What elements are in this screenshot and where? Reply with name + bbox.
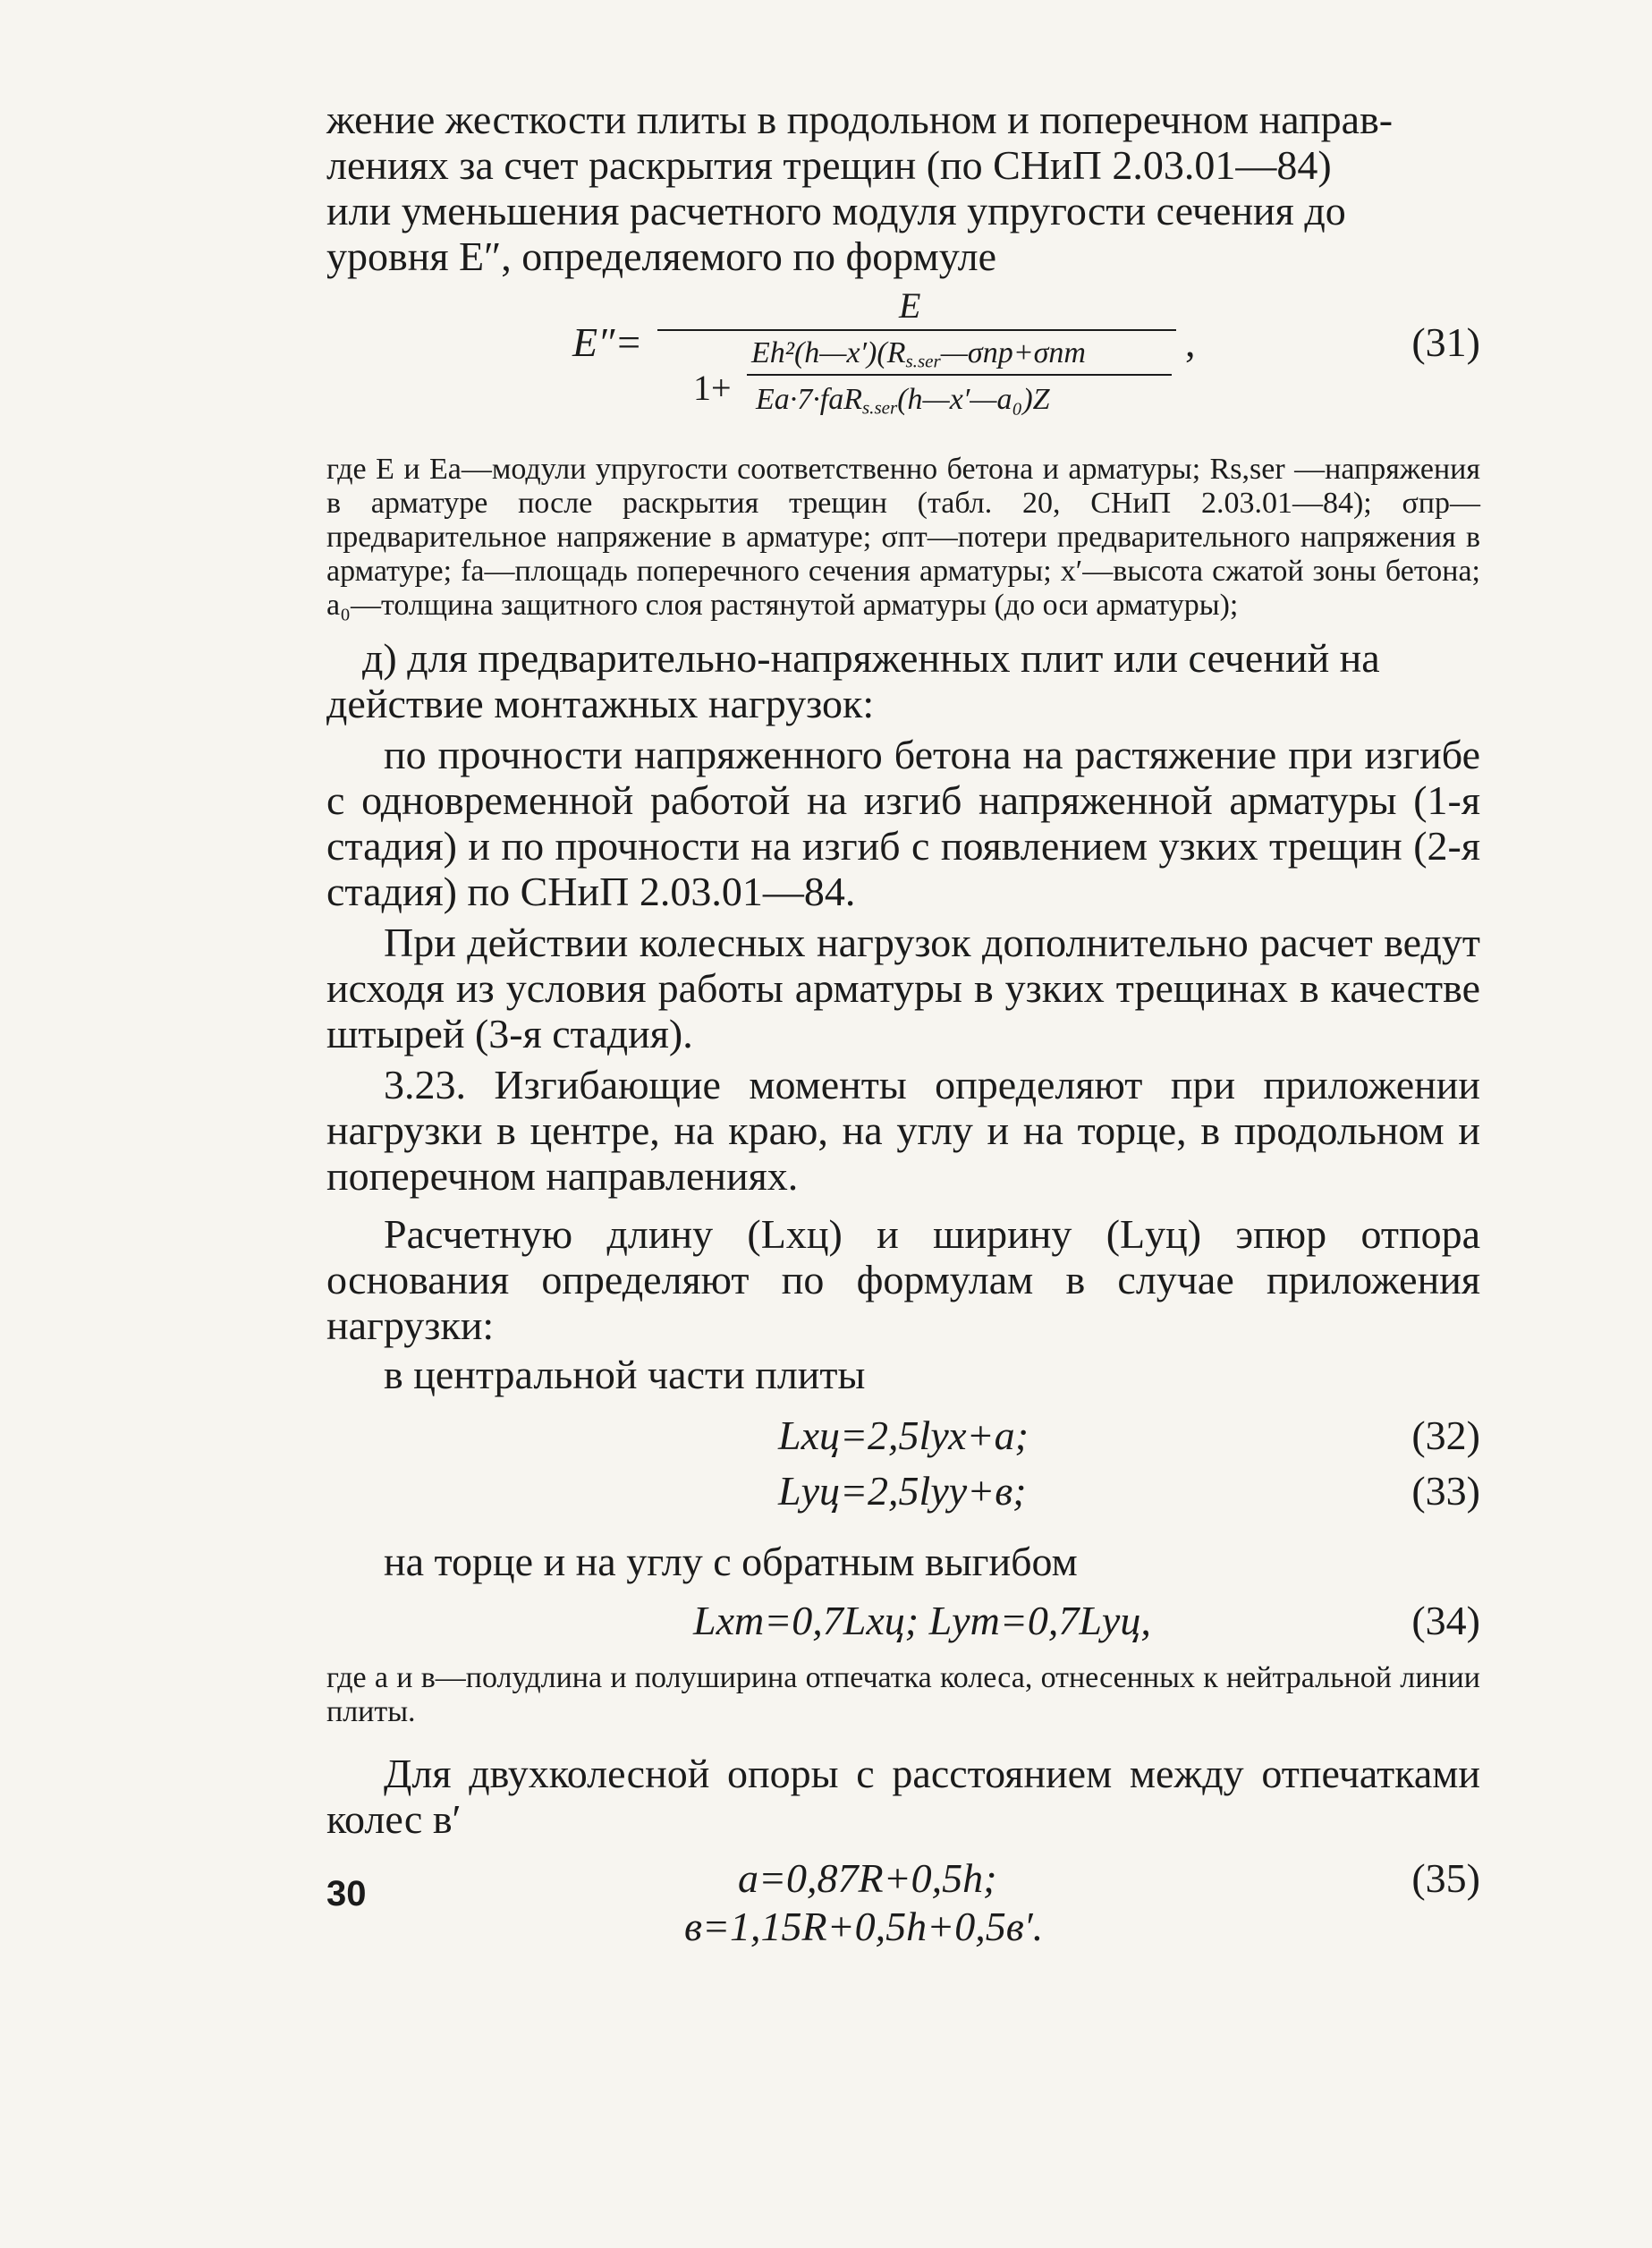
formula-35-number: (35) [1411,1855,1480,1901]
formula-32-body: Lхц=2,5lух+a; [778,1412,1029,1458]
formula-35-line1: a=0,87R+0,5h; [738,1855,997,1901]
intro-paragraph [326,97,1480,279]
intro-line: лениях за счет раскрытия трещин (по СНиП 2.03.01—84) [326,142,1332,188]
wheel-load-paragraph: При действии колесных нагрузок дополнительно расчет ведут исходя из условия работы арматуры в узких трещинах в качестве штырей (3-я стадия). [326,920,1480,1056]
fraction-bar-main [657,329,1176,331]
formula-31-inner-denominator: Eа·7·fаR$_{s.ser}$(h—x′—a₀)Z [756,383,1050,419]
item-d-line1: д) для предварительно-напряженных плит или сечений на [362,635,1380,681]
formula-32 [326,1412,1480,1467]
section-3-23: 3.23. Изгибающие моменты определяют при приложении нагрузки в центре, на краю, на углу и на торце, в продольном и поперечном направлениях. [326,1062,1480,1199]
formula-34 [326,1597,1480,1656]
formula-31-explanation: где E и Eа—модули упругости соответственно бетона и арматуры; Rs,ser —напряжения в арматуре после раскрытия трещин (табл. 20, СНиП 2.03.01—84); σпр—предварительное напряжение в арматуре; σпт—потери предварительного напряжения в арматуре; fа—площадь поперечного сечения арматуры; x′—высота сжатой зоны бетона; a₀—толщина защитного слоя растянутой арматуры (до оси арматуры); [326,453,1480,622]
formula-35 [326,1854,1480,1955]
strength-paragraph: по прочности напряженного бетона на растяжение при изгибе с одновременной работой на изгиб напряженной арматуры (1-я стадия) и по прочности на изгиб с появлением узких трещин (2-я стадия) по СНиП 2.03.01—84. [326,732,1480,914]
intro-line: жение жесткости плиты в продольном и поперечном направ- [326,97,1394,142]
formula-32-number: (32) [1411,1412,1480,1458]
central-part-label: в центральной части плиты [384,1352,866,1397]
formula-31-numerator: E [899,285,921,326]
formula-31-number: (31) [1411,319,1480,365]
formula-33-number: (33) [1411,1468,1480,1514]
intro-line: уровня E″, определяемого по формуле [326,233,997,279]
page-number: 30 [326,1874,367,1913]
calc-length-paragraph: Расчетную длину (Lхц) и ширину (Lуц) эпюр отпора основания определяют по формулам в случае приложения нагрузки: [326,1211,1480,1348]
formula-31 [326,285,1480,431]
formula-31-one-plus: 1+ [693,368,732,408]
formula-31-inner-numerator: $Eh^2(h—x')(R_{s.ser}—\sigma пр+\sigma пт$ [751,336,1086,372]
formula-31-comma: , [1185,319,1196,365]
formula-34-number: (34) [1411,1598,1480,1643]
end-corner-label: на торце и на углу с обратным выгибом [384,1539,1078,1584]
formula-31-lhs: E″= [572,319,643,365]
two-wheel-paragraph: Для двухколесной опоры с расстоянием между отпечатками колес в′ [326,1751,1480,1842]
formula-35-line2: в=1,15R+0,5h+0,5в′. [684,1904,1044,1949]
item-d-line2: действие монтажных нагрузок: [326,681,875,726]
formula-34-body: Lхт=0,7Lхц; Lут=0,7Lуц, [693,1598,1151,1643]
fraction-bar-inner [747,374,1172,376]
page-body [326,97,1480,1955]
formula-33-body: Lуц=2,5lуу+в; [778,1468,1027,1514]
formula-33 [326,1467,1480,1523]
intro-line: или уменьшения расчетного модуля упругости сечения до [326,188,1346,233]
formula-34-explanation: где a и в—полудлина и полуширина отпечатка колеса, отнесенных к нейтральной линии плиты. [326,1661,1480,1728]
